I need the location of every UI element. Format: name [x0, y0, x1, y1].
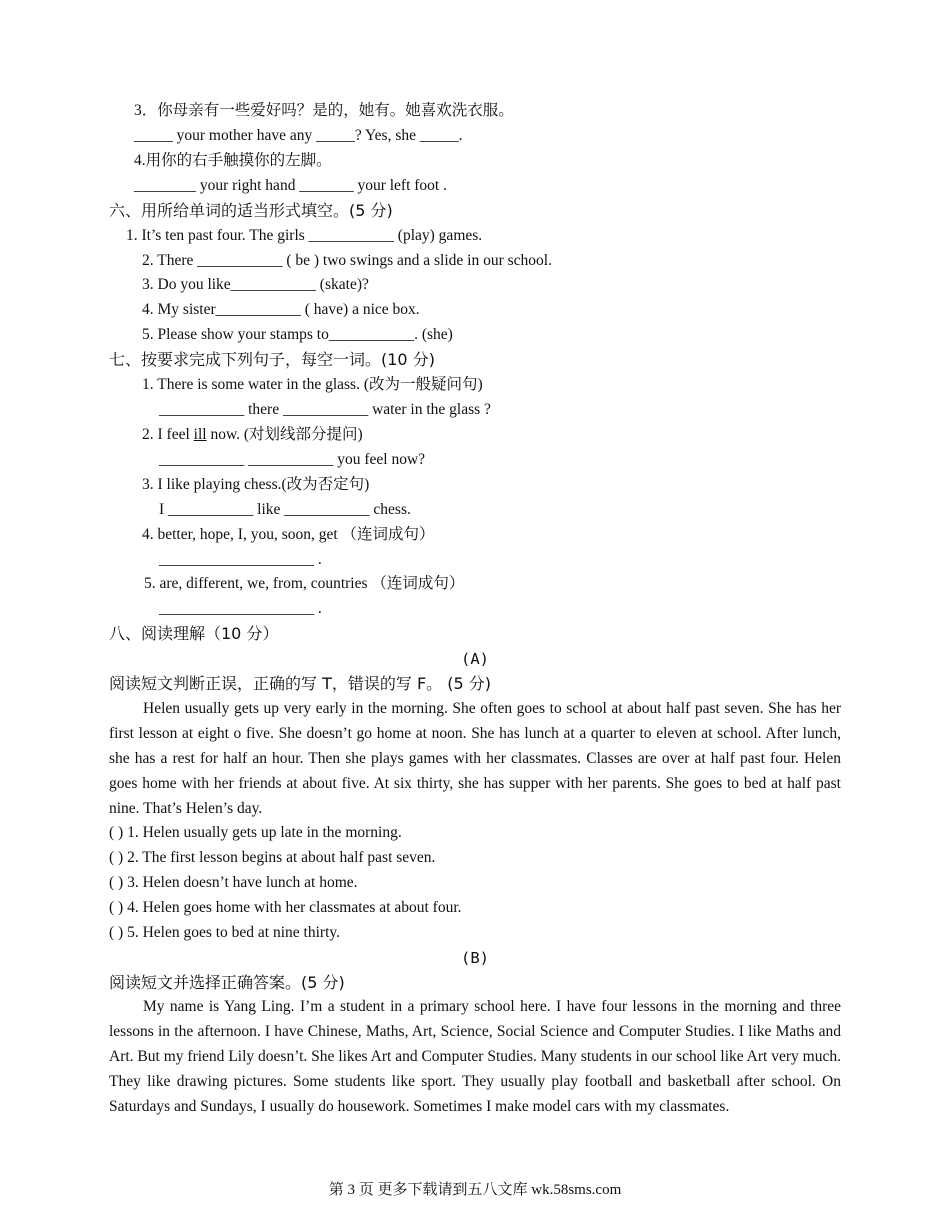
translation-q4-english: ________ your right hand _______ your left foot .: [134, 177, 447, 194]
passage-a-text: Helen usually gets up very early in the morning. She often goes to school at about half past seven. She has her first lesson at eight o five. She doesn’t go home at noon. She has lunch at a quarter to eleven at school. After lunch, she has a rest for half an hour. Then she plays games with her classmates. Classes are over at half past four. Helen goes home with her friends at about five. At six thirty, she has supper with her parents. She goes to bed at half past nine. That’s Helen’s day.: [109, 700, 841, 817]
rewrite-q2: [142, 423, 363, 447]
fill-item-5: 5. Please show your stamps to___________. (she): [142, 326, 453, 343]
rewrite-q2-pre: 2. I feel: [142, 426, 194, 443]
rewrite-q2-blank: ___________ ___________ you feel now?: [159, 451, 426, 468]
passage-b-text: My name is Yang Ling. I’m a student in a primary school here. I have four lessons in the morning and three lessons in the afternoon. I have Chinese, Maths, Art, Science, Social Science and Computer Studies. I like Maths and Art. But my friend Lily doesn’t. She likes Art and Computer Studies. Many students in our school like Art very much. They like drawing pictures. Some students like sport. They usually play football and basketball after school. On Saturdays and Sundays, I usually do housework. Sometimes I make model cars with my classmates.: [109, 998, 841, 1115]
judge-item-4: ( ) 4. Helen goes home with her classmates at about four.: [109, 899, 462, 916]
judge-item-5: ( ) 5. Helen goes to bed at nine thirty.: [109, 924, 341, 941]
passage-a-instruction: 阅读短文判断正误，正确的写 T，错误的写 F。 (5 分): [109, 674, 491, 693]
rewrite-q3-blank: I ___________ like ___________ chess.: [159, 501, 411, 518]
judge-item-2: ( ) 2. The first lesson begins at about half past seven.: [109, 849, 436, 866]
translation-q3-english: _____ your mother have any _____? Yes, she _____.: [134, 127, 463, 144]
passage-b-label: (B): [461, 949, 489, 967]
rewrite-q5: 5. are, different, we, from, countries （连词成句）: [144, 575, 465, 592]
section-6-heading: 六、用所给单词的适当形式填空。(5 分): [109, 201, 393, 220]
passage-b-instruction: 阅读短文并选择正确答案。(5 分): [109, 973, 345, 992]
section-8-heading: 八、阅读理解（10 分）: [109, 624, 279, 643]
rewrite-q1-blank: ___________ there ___________ water in the glass ?: [159, 401, 491, 418]
translation-q4-chinese: 4.用你的右手触摸你的左脚。: [134, 152, 332, 169]
page-footer: 第 3 页 更多下载请到五八文库 wk.58sms.com: [328, 1182, 622, 1198]
fill-item-2: 2. There ___________ ( be ) two swings and a slide in our school.: [142, 252, 552, 269]
rewrite-q5-blank: ____________________ .: [159, 600, 322, 617]
rewrite-q2-post: now. (对划线部分提问): [206, 426, 363, 443]
fill-item-3: 3. Do you like___________ (skate)?: [142, 276, 369, 293]
fill-item-4: 4. My sister___________ ( have) a nice box.: [142, 301, 420, 318]
judge-item-1: ( ) 1. Helen usually gets up late in the morning.: [109, 824, 402, 841]
fill-item-1: 1. It’s ten past four. The girls ___________ (play) games.: [126, 227, 483, 244]
rewrite-q4: 4. better, hope, I, you, soon, get （连词成句）: [142, 526, 435, 543]
rewrite-q1: 1. There is some water in the glass. (改为一般疑问句): [142, 376, 483, 393]
translation-q3-chinese: 3．你母亲有一些爱好吗？是的，她有。她喜欢洗衣服。: [134, 102, 514, 119]
rewrite-q3: 3. I like playing chess.(改为否定句): [142, 476, 370, 493]
judge-item-3: ( ) 3. Helen doesn’t have lunch at home.: [109, 874, 358, 891]
section-7-heading: 七、按要求完成下列句子，每空一词。(10 分): [109, 350, 435, 369]
rewrite-q4-blank: ____________________ .: [159, 551, 322, 568]
underlined-word: ill: [193, 426, 207, 443]
passage-a-label: (A): [461, 650, 489, 668]
